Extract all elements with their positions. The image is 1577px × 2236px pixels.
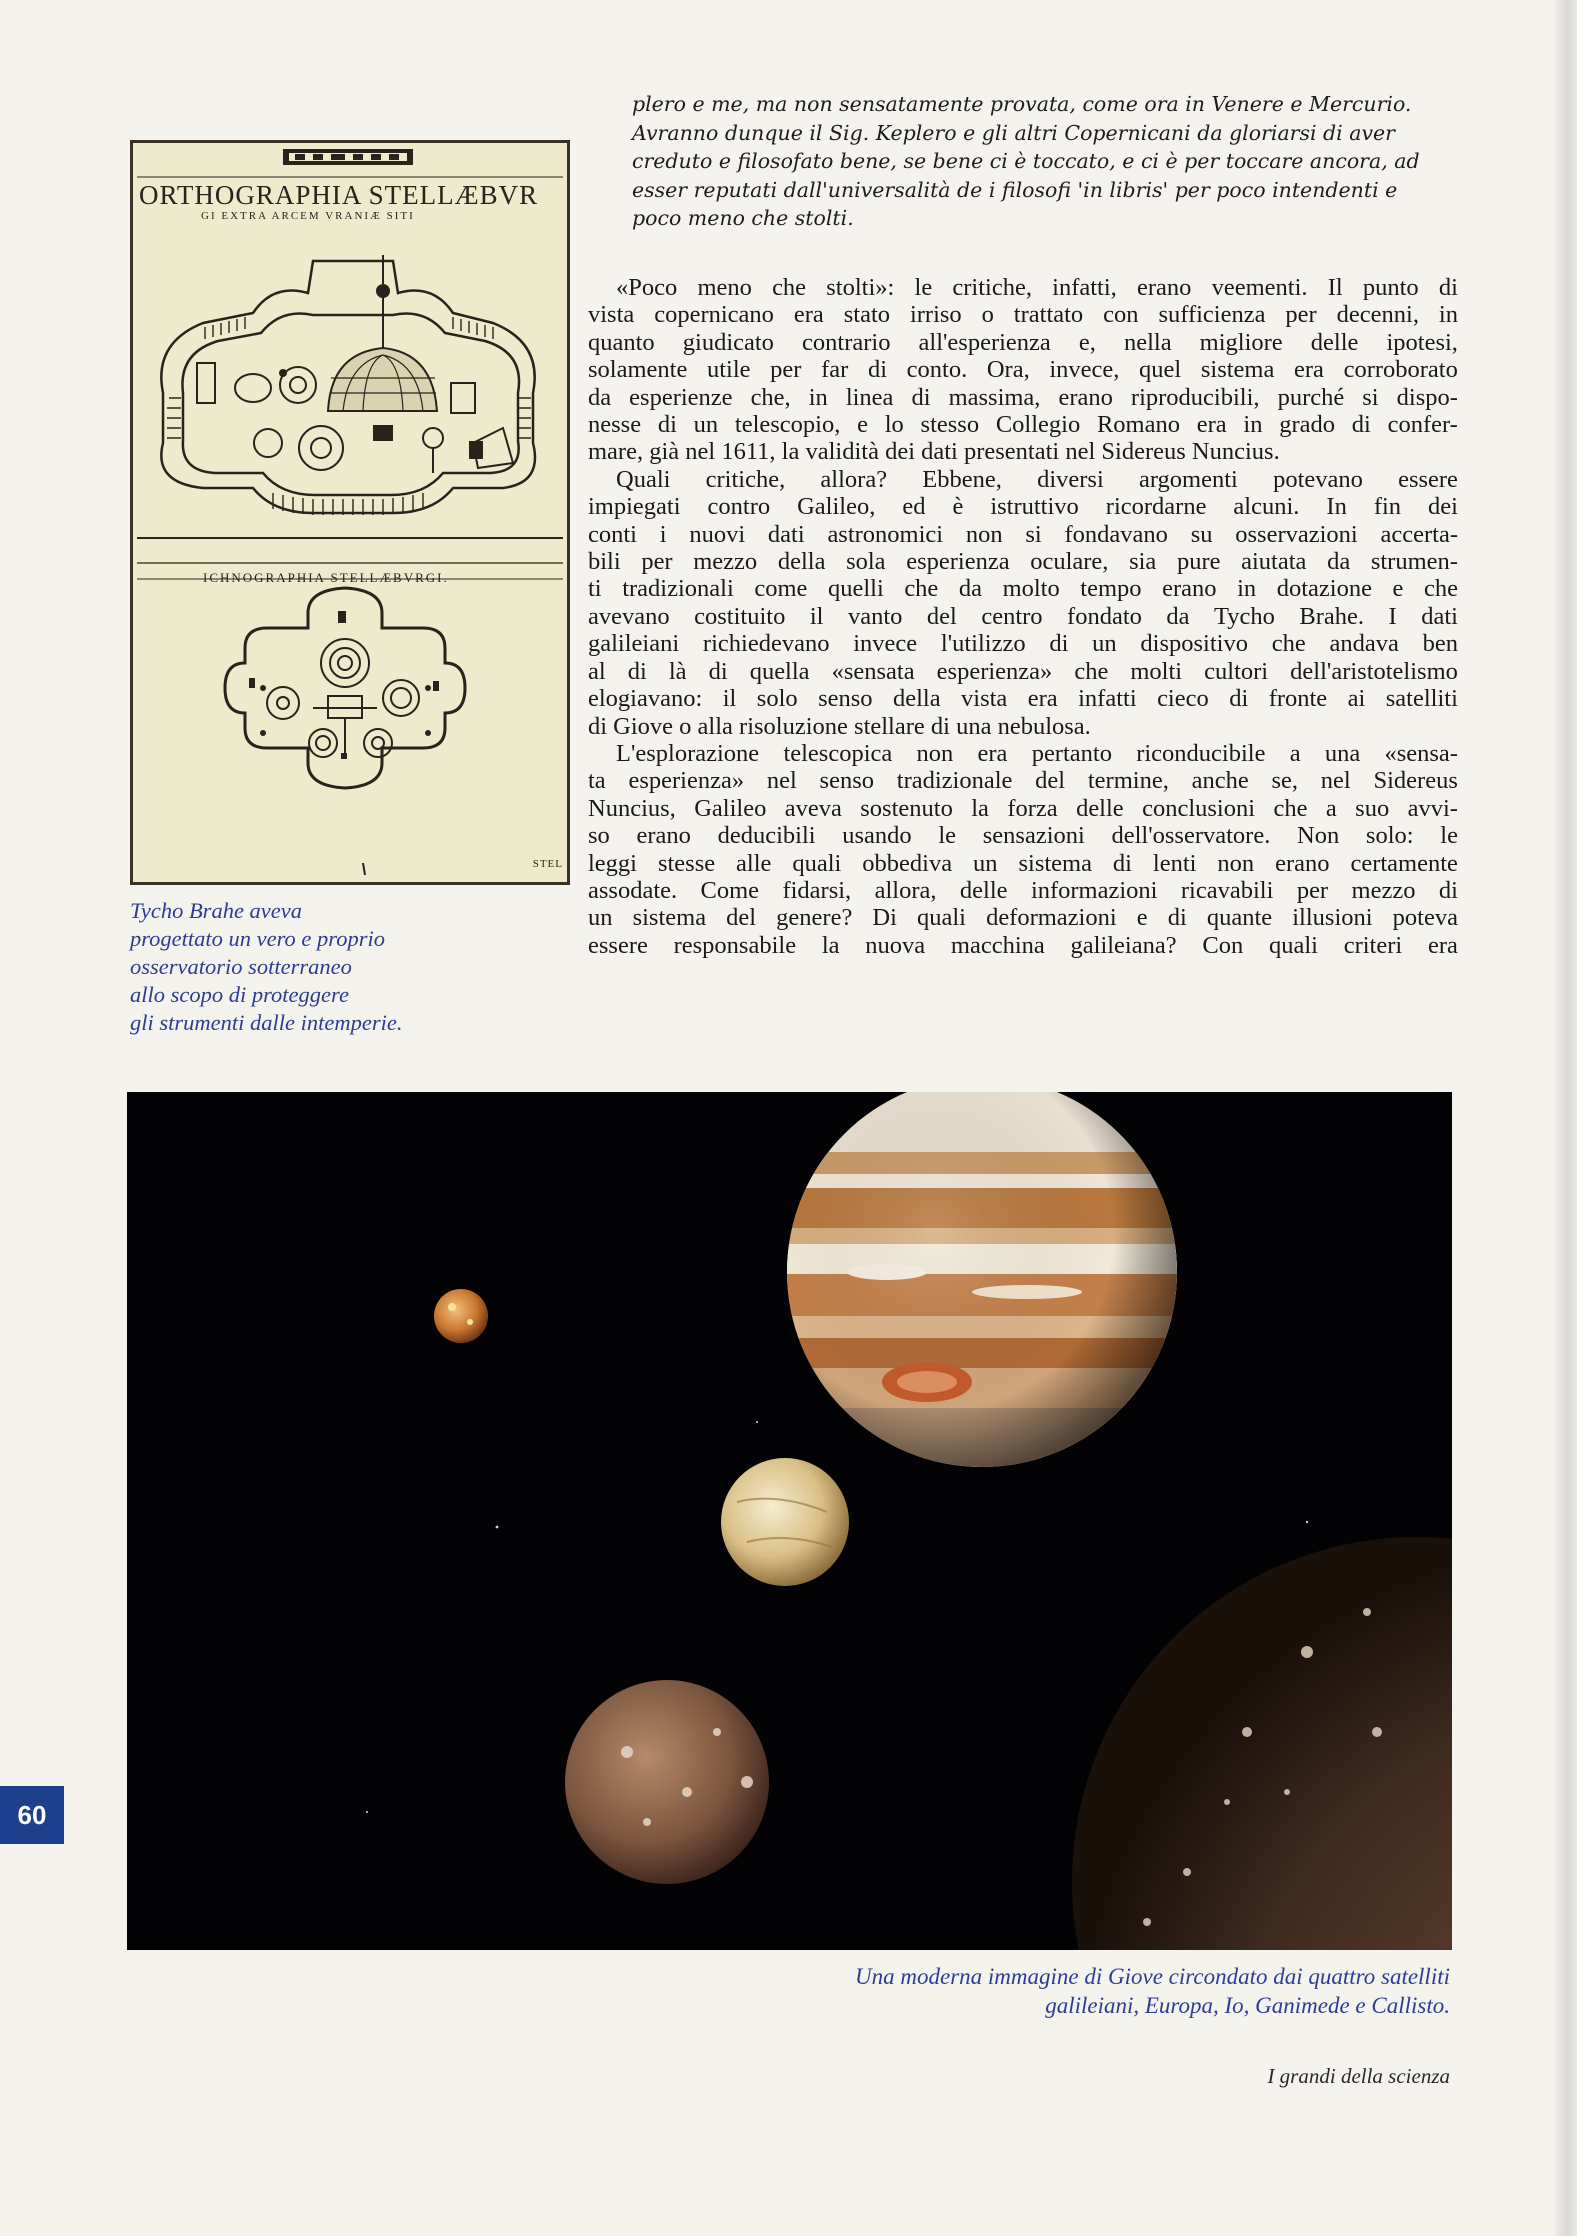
galileo-quote (632, 90, 1452, 233)
page-edge-shadow (1553, 0, 1577, 2236)
body-line: L'esplorazione telescopica non era pertanto riconducibile a una «sensa- (616, 739, 1458, 767)
engraving-title: ORTHOGRAPHIA STELLÆBVR (139, 180, 539, 210)
body-line: di Giove o alla risoluzione stellare di una nebulosa. (588, 712, 1091, 740)
engraving-corner-text: STEL (532, 858, 563, 870)
engraving-caption (130, 897, 460, 1037)
quote-line: poco meno che stolti. (632, 206, 854, 230)
body-line: impiegati contro Galileo, ed è istruttivo ricordarne alcuni. In fin dei (588, 493, 1458, 521)
body-line: «Poco meno che stolti»: le critiche, infatti, erano veementi. Il punto di (616, 274, 1458, 301)
body-line: al di là di quella «sensata esperienza» che molti cultori dell'aristotelismo (588, 657, 1458, 685)
body-line: galileiani richiedevano invece l'utilizzo di un dispositivo che andava ben (588, 630, 1458, 658)
body-line: conti i nuovi dati astronomici non si fondavano su osservazioni accerta- (588, 520, 1458, 548)
quote-line: Avranno dunque il Sig. Keplero e gli altri Copernicani da gloriarsi di aver (632, 120, 1395, 145)
running-footer: I grandi della scienza (1267, 2064, 1450, 2088)
body-line: assodate. Come fidarsi, allora, delle informazioni ricavabili per mezzo di (588, 876, 1458, 904)
body-line: bili per mezzo della sola esperienza oculare, sia pure aiutata da strumen- (588, 548, 1458, 576)
caption-line: progettato un vero e proprio (130, 926, 385, 951)
body-line: da esperienze che, in linea di massima, erano riproducibili, purché si dispo- (588, 383, 1458, 411)
photo-caption (650, 1962, 1450, 2020)
body-line: avevano costituito il vanto del centro fondato da Tycho Brahe. I dati (588, 602, 1458, 630)
body-line: quanto giudicato contrario all'esperienza e, nella migliore delle ipotesi, (588, 328, 1458, 356)
page-number: 60 (0, 1786, 64, 1844)
body-line: ta esperienza» nel senso tradizionale del termine, anche se, nel Sidereus (588, 767, 1458, 795)
article-body (588, 274, 1458, 959)
body-line: nesse di un telescopio, e lo stesso Collegio Romano era in grado di confer- (588, 411, 1458, 439)
body-line: leggi stesse alle quali obbediva un sistema di lenti non erano certamente (588, 849, 1458, 877)
body-line: ti tradizionali come quelli che da molto tempo erano in dotazione e che (588, 575, 1458, 603)
caption-line: Tycho Brahe aveva (130, 898, 303, 923)
body-line: un sistema del genere? Di quali deformazioni e di quante illusioni poteva (588, 904, 1458, 932)
body-line: elogiavano: il solo senso della vista era infatti cieco di fronte ai satelliti (588, 685, 1458, 713)
caption-line: galileiani, Europa, Io, Ganimede e Callisto. (1045, 1993, 1450, 2018)
engraving-plan-title: ICHNOGRAPHIA STELLÆBVRGI. (203, 570, 449, 585)
quote-line: creduto e filosofato bene, se bene ci è toccato, e ci è per toccare ancora, ad (632, 149, 1420, 173)
body-line: mare, già nel 1611, la validità dei dati presentati nel Sidereus Nuncius. (588, 438, 1280, 466)
body-line: Nuncius, Galileo aveva sostenuto la forza delle conclusioni che a suo avvi- (588, 794, 1458, 822)
jupiter-moons-photo (127, 1092, 1452, 1950)
caption-line: allo scopo di proteggere (130, 982, 349, 1007)
body-line: essere responsabile la nuova macchina galileiana? Con quali criteri era (588, 931, 1458, 959)
body-line: Quali critiche, allora? Ebbene, diversi argomenti potevano essere (616, 465, 1458, 493)
engraving-drawing (133, 143, 567, 882)
stellaeburg-engraving (130, 140, 570, 885)
body-line: solamente utile per far di conto. Ora, invece, quel sistema era corroborato (588, 356, 1458, 384)
jupiter-moons-image (127, 1092, 1452, 1950)
body-line: so erano deducibili usando le sensazioni dell'osservatore. Non solo: le (588, 822, 1458, 850)
body-line: vista copernicano era stato irriso o trattato con sufficienza per decenni, in (588, 301, 1458, 329)
engraving-subtitle: GI EXTRA ARCEM VRANIÆ SITI (201, 210, 415, 222)
quote-line: esser reputati dall'universalità de i filosofi 'in libris' per poco intendenti e (632, 177, 1398, 202)
caption-line: gli strumenti dalle intemperie. (130, 1010, 403, 1035)
caption-line: Una moderna immagine di Giove circondato dai quattro satelliti (855, 1964, 1450, 1989)
caption-line: osservatorio sotterraneo (130, 954, 352, 979)
quote-line: plero e me, ma non sensatamente provata, come ora in Venere e Mercurio. (632, 92, 1412, 116)
